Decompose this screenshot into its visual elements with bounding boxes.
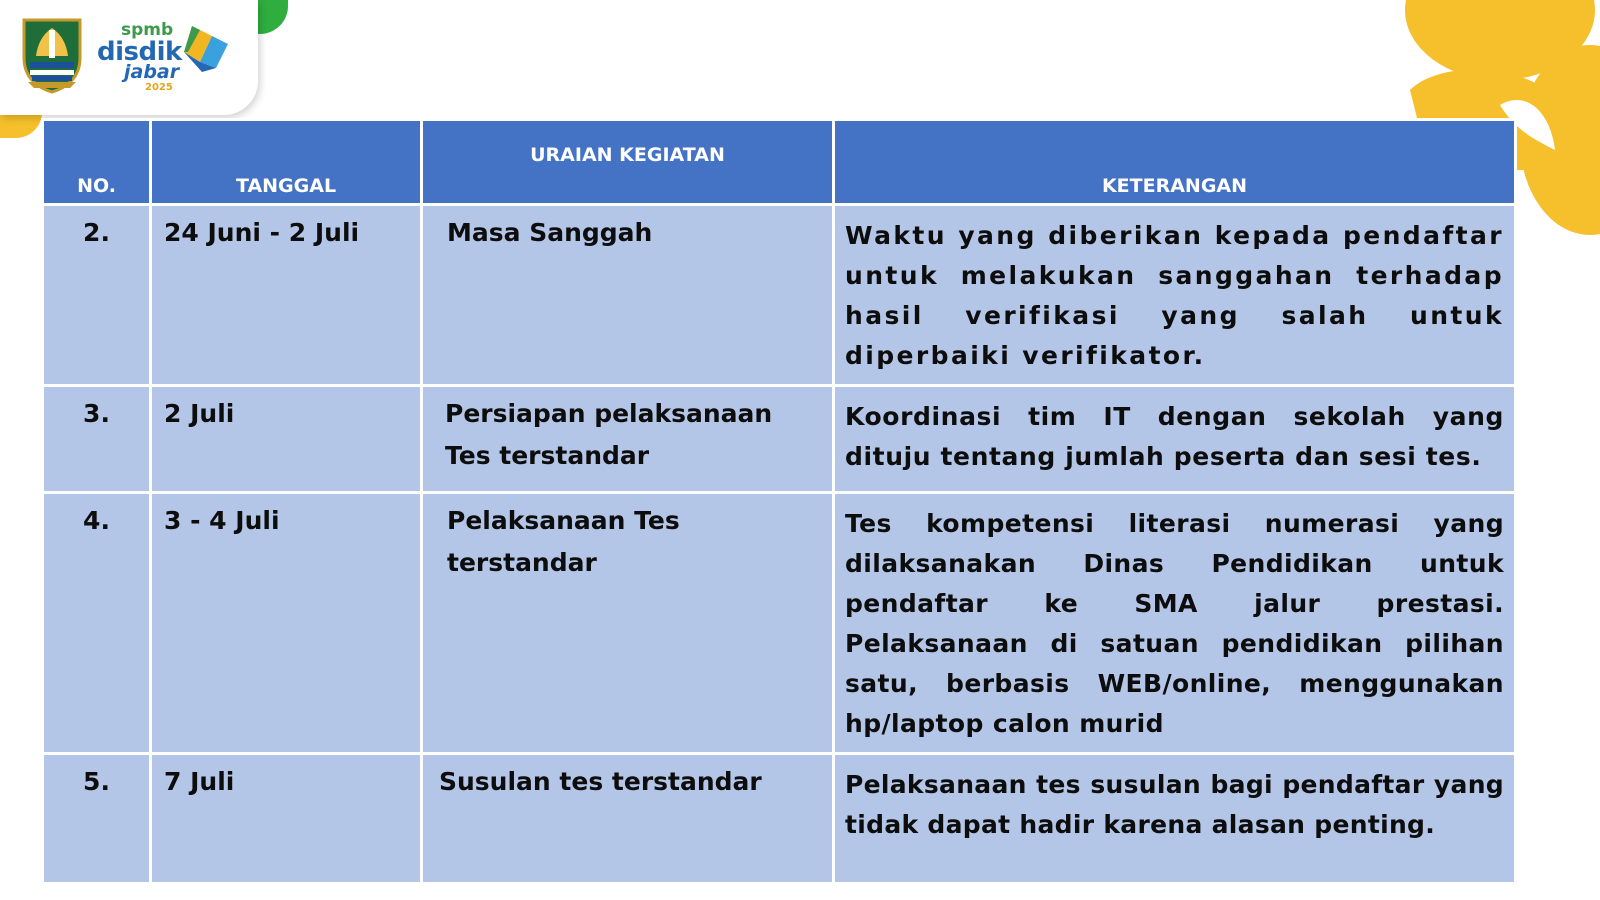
kegiatan-text: Susulan tes terstandar [439, 767, 762, 796]
table-row [43, 493, 1516, 754]
brand-jabar: jabar [124, 61, 180, 83]
schedule-table [41, 118, 1517, 885]
tanggal-text: 3 - 4 Juli [164, 506, 280, 535]
header-keterangan: KETERANGAN [834, 120, 1516, 205]
cell-keterangan: Pelaksanaan tes susulan bagi pendaftar yang tidak dapat hadir karena alasan penting. [834, 754, 1516, 884]
cell-kegiatan [422, 205, 834, 386]
kegiatan-text: Masa Sanggah [447, 218, 653, 247]
logo-plate [0, 0, 258, 115]
cell-no: 4. [43, 493, 151, 754]
table-row [43, 386, 1516, 493]
header-uraian-kegiatan: URAIAN KEGIATAN [422, 120, 834, 205]
header-tanggal: TANGGAL [151, 120, 422, 205]
tanggal-text: 24 Juni - 2 Juli [164, 218, 360, 247]
cell-no: 3. [43, 386, 151, 493]
cell-tanggal [151, 493, 422, 754]
brand-spmb: spmb [121, 20, 174, 40]
cell-no: 2. [43, 205, 151, 386]
book-logo-icon [178, 22, 232, 76]
cell-tanggal [151, 386, 422, 493]
brand-year: 2025 [145, 82, 173, 93]
table-row [43, 754, 1516, 884]
tanggal-text: 7 Juli [164, 767, 235, 796]
cell-keterangan: Koordinasi tim IT dengan sekolah yang dituju tentang jumlah peserta dan sesi tes. [834, 386, 1516, 493]
kegiatan-text: Persiapan pelaksanaan Tes terstandar [445, 399, 773, 470]
west-java-crest-icon [20, 16, 84, 94]
cell-keterangan: Waktu yang diberikan kepada pendaftar untuk melakukan sanggahan terhadap hasil verifikasi yang salah untuk diperbaiki verifikator. [834, 205, 1516, 386]
tanggal-text: 2 Juli [164, 399, 235, 428]
kegiatan-text: Pelaksanaan Tes terstandar [447, 506, 680, 577]
header-no: NO. [43, 120, 151, 205]
cell-kegiatan [422, 386, 834, 493]
cell-kegiatan [422, 754, 834, 884]
table-header-row [43, 120, 1516, 205]
cell-tanggal [151, 205, 422, 386]
cell-tanggal [151, 754, 422, 884]
cell-kegiatan [422, 493, 834, 754]
brand-disdik: disdik [97, 37, 182, 67]
table-row [43, 205, 1516, 386]
cell-no: 5. [43, 754, 151, 884]
cell-keterangan: Tes kompetensi literasi numerasi yang dilaksanakan Dinas Pendidikan untuk pendaftar ke SMA jalur prestasi. Pelaksanaan di satuan pendidikan pilihan satu, berbasis WEB/online, menggunakan hp/laptop calon murid [834, 493, 1516, 754]
